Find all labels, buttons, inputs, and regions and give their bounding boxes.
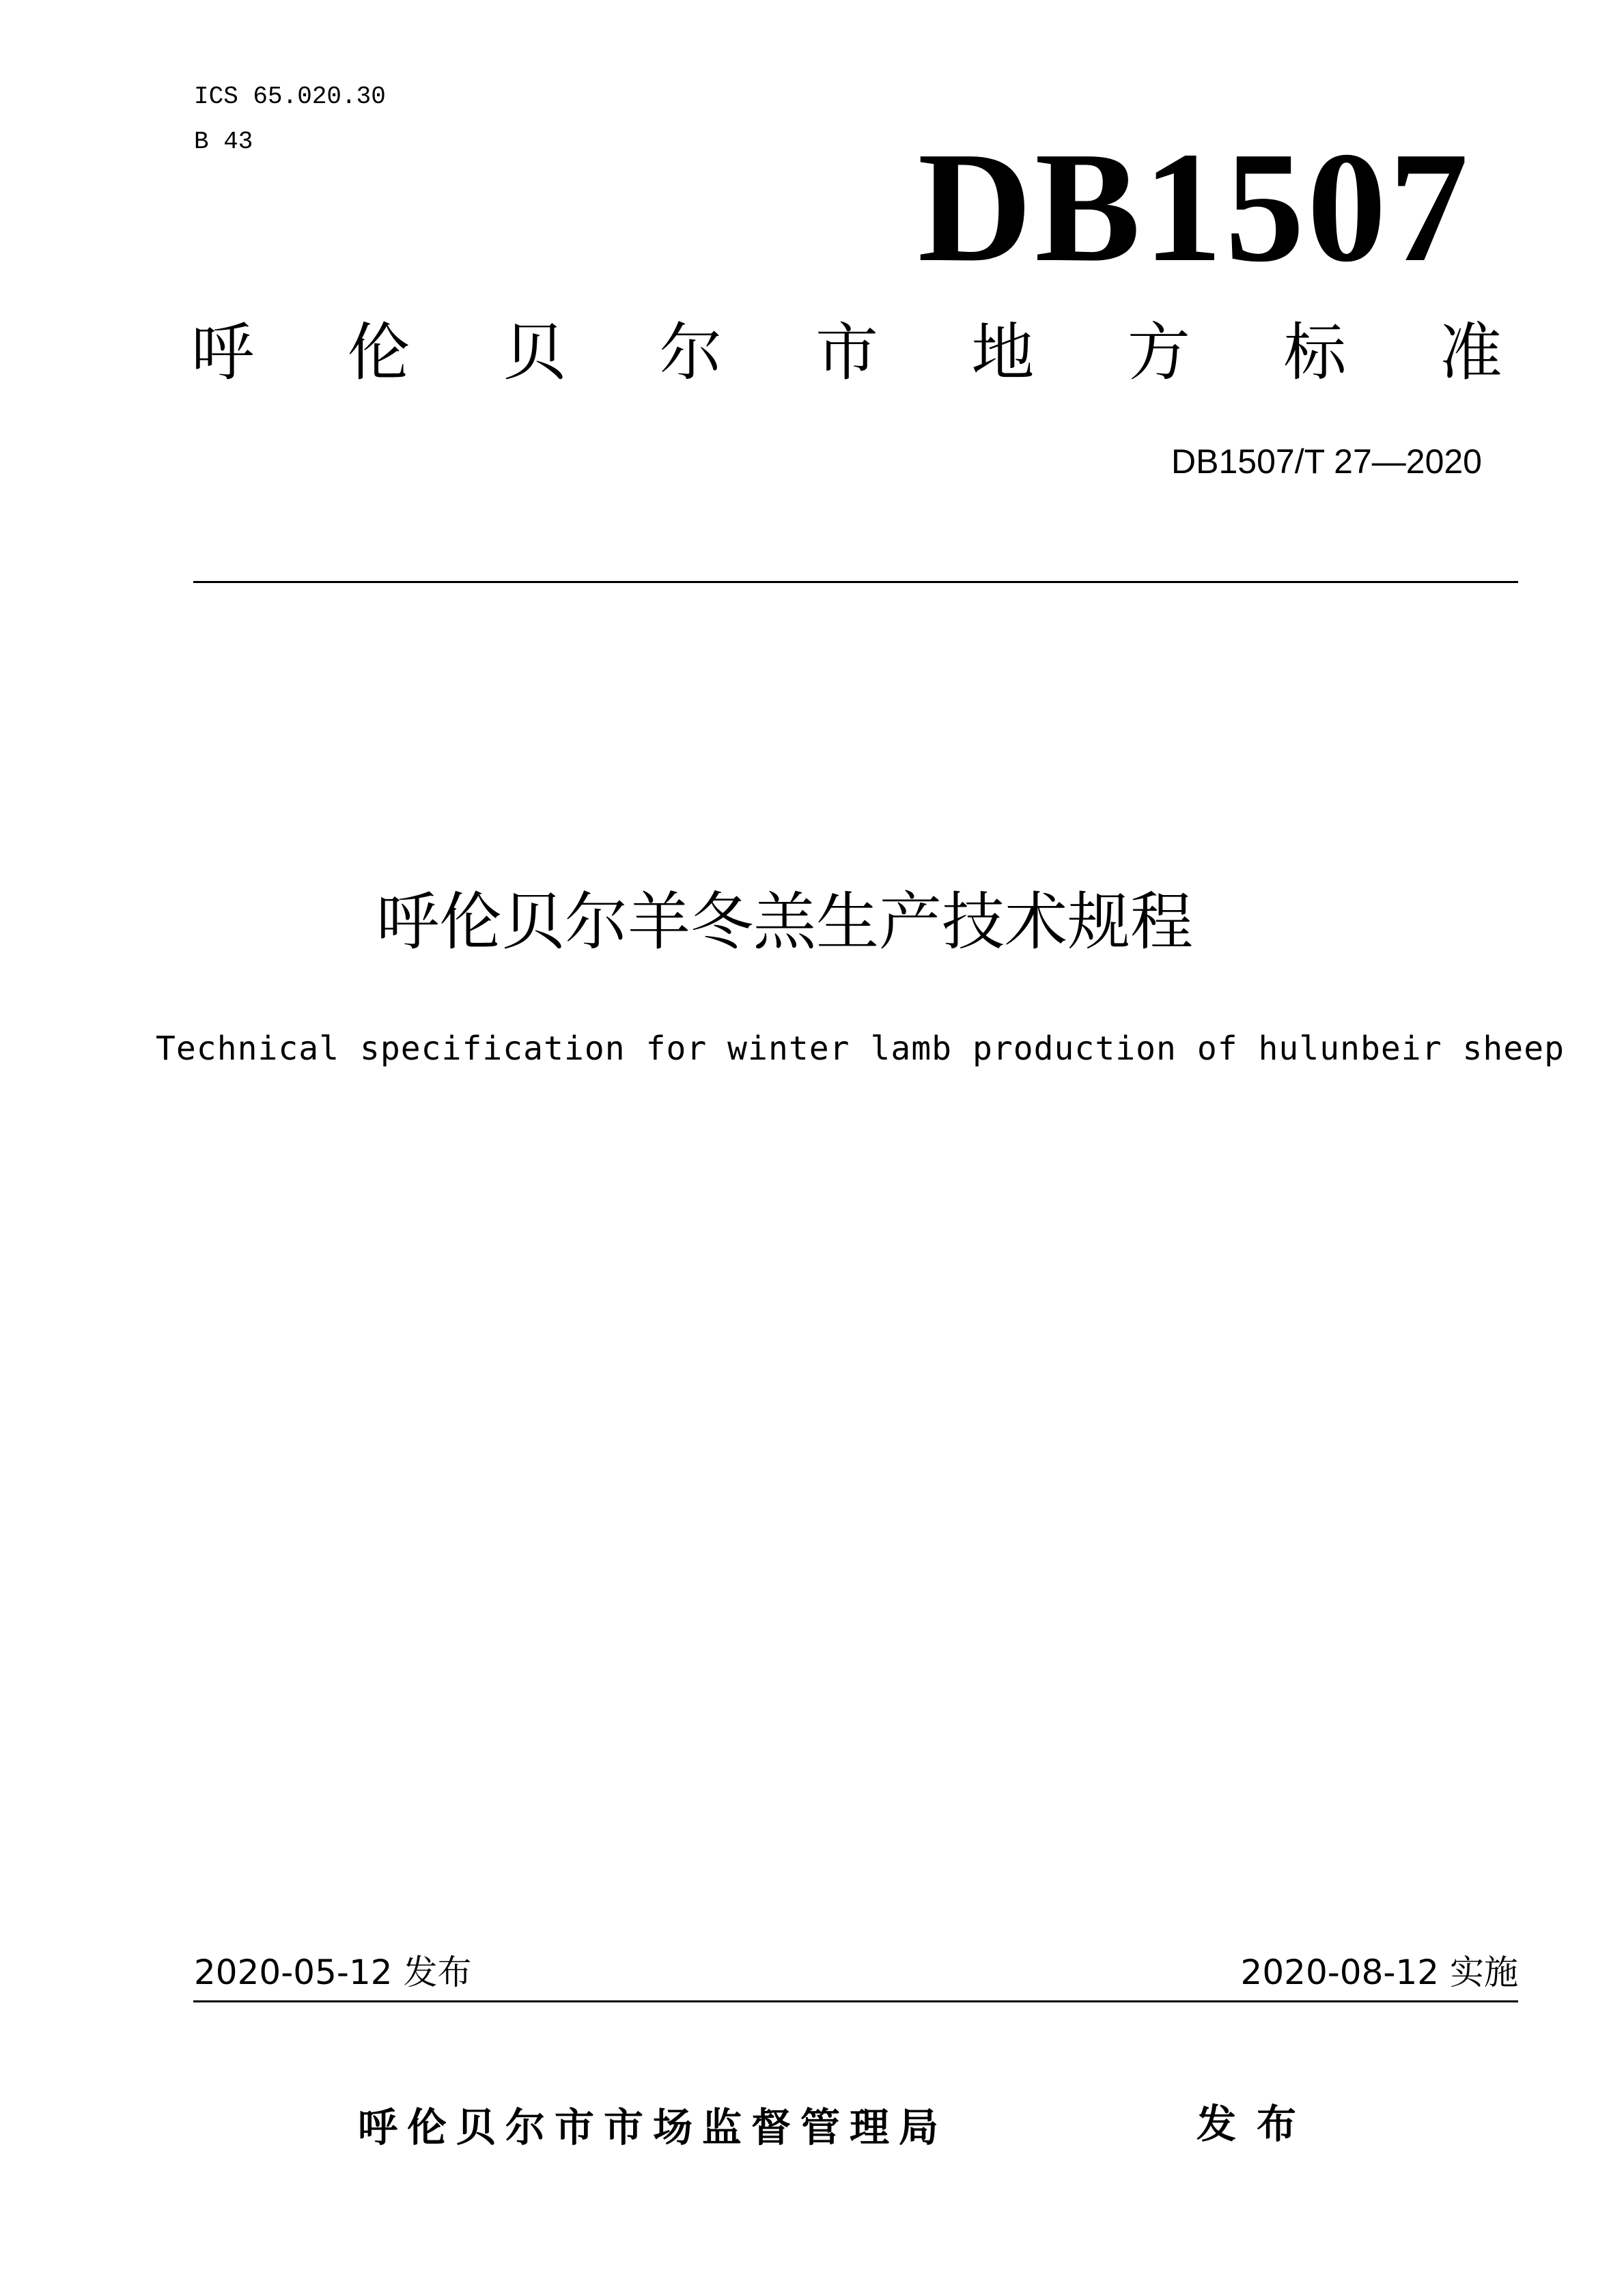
document-title-english: Technical specification for winter lamb production of hulunbeir sheep [156,1030,1565,1068]
issue-label: 发布 [1196,2101,1317,2147]
standard-type-char: 市 [815,316,878,389]
bottom-divider [193,2000,1518,2002]
standard-type-char: 标 [1283,316,1347,389]
document-title-chinese: 呼伦贝尔羊冬羔生产技术规程 [376,885,1193,959]
standard-type-heading [191,315,1502,391]
standard-type-char: 尔 [659,316,723,389]
ccs-code: B 43 [194,128,253,156]
standard-code-mark: DB1507 [917,119,1471,295]
standard-type-char: 方 [1127,316,1190,389]
standard-type-char: 呼 [191,316,255,389]
standard-type-char: 准 [1439,316,1502,389]
standard-type-char: 地 [971,316,1035,389]
issuing-authority: 呼伦贝尔市市场监督管理局 [358,2104,949,2151]
ics-code: ICS 65.020.30 [194,83,386,111]
standard-number: DB1507/T 27—2020 [1171,442,1482,481]
standard-type-char: 伦 [347,316,410,389]
issue-date: 2020-05-12 发布 [194,1953,472,1992]
standard-type-char: 贝 [503,316,566,389]
top-divider [193,581,1518,583]
implementation-date: 2020-08-12 实施 [1240,1953,1518,1992]
